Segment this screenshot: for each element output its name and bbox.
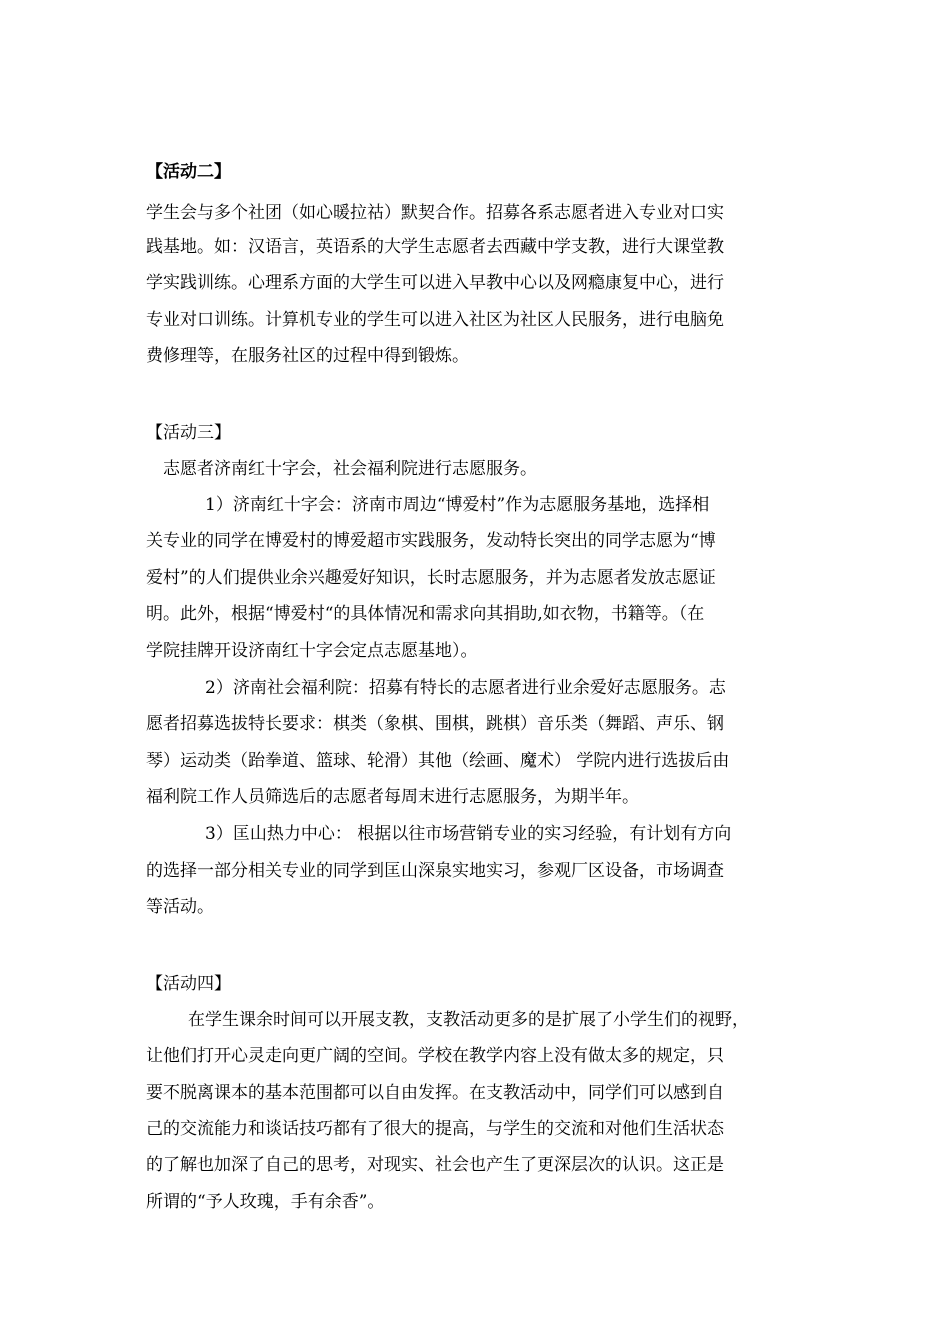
activity-3-item-3-line: 等活动。 [146, 897, 214, 917]
activity-3-item-1-line: 1）济南红十字会：济南市周边“博爱村”作为志愿服务基地，选择相 [205, 495, 710, 515]
activity-4-line: 要不脱离课本的基本范围都可以自由发挥。在支教活动中，同学们可以感到自 [146, 1083, 724, 1103]
activity-3-item-1-line: 学院挂牌开设济南红十字会定点志愿基地）。 [146, 641, 478, 661]
activity-4-line: 所谓的“予人玫瑰，手有余香”。 [146, 1192, 385, 1212]
activity-3-item-3-line: 3）匡山热力中心： 根据以往市场营销专业的实习经验，有计划有方向 [205, 824, 732, 844]
activity-2-line: 学实践训练。心理系方面的大学生可以进入早教中心以及网瘾康复中心，进行 [146, 273, 724, 293]
activity-3-item-1-line: 关专业的同学在博爱村的博爱超市实践服务，发动特长突出的同学志愿为“博 [146, 531, 716, 551]
activity-3-item-2-line: 2）济南社会福利院：招募有特长的志愿者进行业余爱好志愿服务。志 [205, 678, 726, 698]
heading-activity-3: 【活动三】 [146, 423, 231, 443]
activity-3-item-2-line: 福利院工作人员筛选后的志愿者每周末进行志愿服务，为期半年。 [146, 787, 639, 807]
heading-activity-2: 【活动二】 [146, 162, 231, 182]
activity-3-item-2-line: 愿者招募选拔特长要求：棋类（象棋、围棋，跳棋）音乐类（舞蹈、声乐、钢 [146, 714, 724, 734]
activity-4-line: 己的交流能力和谈话技巧都有了很大的提高，与学生的交流和对他们生活状态 [146, 1119, 724, 1139]
activity-2-line: 践基地。如：汉语言，英语系的大学生志愿者去西藏中学支教，进行大课堂教 [146, 237, 724, 257]
activity-3-intro: 志愿者济南红十字会，社会福利院进行志愿服务。 [163, 459, 537, 479]
heading-activity-4: 【活动四】 [146, 974, 231, 994]
activity-2-line: 学生会与多个社团（如心暖拉祜）默契合作。招募各系志愿者进入专业对口实 [146, 203, 724, 223]
activity-3-item-2-line: 琴）运动类（跆拳道、篮球、轮滑）其他（绘画、魔术） 学院内进行选拔后由 [146, 751, 730, 771]
activity-2-line: 费修理等，在服务社区的过程中得到锻炼。 [146, 346, 469, 366]
activity-4-line: 让他们打开心灵走向更广阔的空间。学校在教学内容上没有做太多的规定，只 [146, 1046, 724, 1066]
activity-3-item-1-line: 明。此外，根据“博爱村“的具体情况和需求向其捐助,如衣物，书籍等。（在 [146, 604, 705, 624]
activity-3-item-1-line: 爱村”的人们提供业余兴趣爱好知识，长时志愿服务，并为志愿者发放志愿证 [146, 568, 716, 588]
activity-3-item-3-line: 的选择一部分相关专业的同学到匡山深泉实地实习，参观厂区设备，市场调查 [146, 861, 724, 881]
activity-2-line: 专业对口训练。计算机专业的学生可以进入社区为社区人民服务，进行电脑免 [146, 310, 724, 330]
activity-4-line: 的了解也加深了自己的思考，对现实、社会也产生了更深层次的认识。这正是 [146, 1155, 724, 1175]
activity-4-line: 在学生课余时间可以开展支教，支教活动更多的是扩展了小学生们的视野， [188, 1010, 749, 1030]
